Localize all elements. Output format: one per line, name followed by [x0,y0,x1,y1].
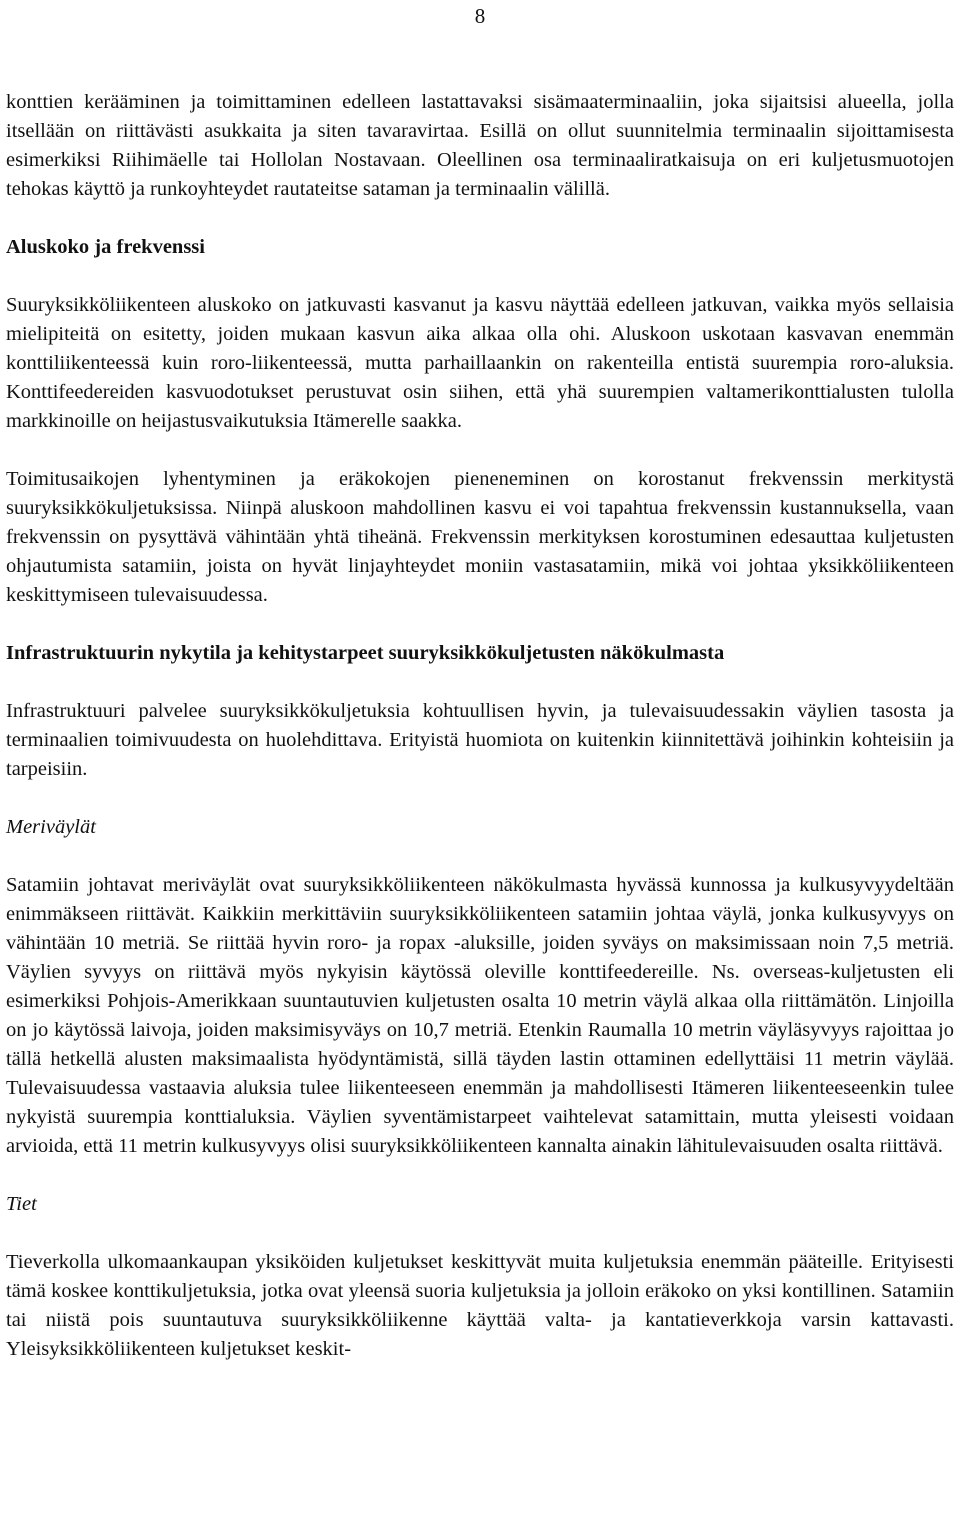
subsection-heading: Meriväylät [6,816,96,838]
body-paragraph: Toimitusaikojen lyhentyminen ja eräkokojen pieneneminen on korostanut frekvenssin merkitystä suuryksikkökuljetuksissa. Niinpä aluskoon mahdollinen kasvu ei voi tapahtua frekvenssin kustannuksella, vaan frekvenssin on pysyttävä vähintään yhtä tiheänä. Frekvenssin merkityksen korostuminen edesauttaa kuljetusten ohjautumista satamiin, joista on hyvät linjayhteydet moniin vastasatamiin, mikä voi johtaa yksikköliikenteen keskittymiseen tulevaisuudessa. [6,468,954,606]
body-paragraph: Satamiin johtavat meriväylät ovat suuryksikköliikenteen näkökulmasta hyvässä kunnossa ja kulkusyvyydeltään enimmäkseen riittävät. Kaikkiin merkittäviin suuryksikköliikenteen satamiin johtaa väylä, jonka kulkusyvyys on vähintään 10 metriä. Se riittää hyvin roro- ja ropax -aluksille, joiden syväys on maksimissaan noin 7,5 metriä. Väylien syvyys on riittävä myös nykyisin käytössä oleville konttifeedereille. Ns. overseas-kuljetusten eli esimerkiksi Pohjois-Amerikkaan suuntautuvien kuljetusten osalta 10 metrin väylä alkaa olla riittämätön. Linjoilla on jo käytössä laivoja, joiden maksimisyväys on 10,7 metriä. Etenkin Raumalla 10 metrin väyläsyvyys rajoittaa jo tällä hetkellä alusten maksimaalista hyödyntämistä, sillä täyden lastin ottaminen edellyttäisi 11 metrin väylää. Tulevaisuudessa vastaavia aluksia tulee liikenteeseen enemmän ja mahdollisesti Itämeren liikenteeseenkin tulee nykyistä suurempia konttialuksia. Väylien syventämistarpeet vaihtelevat satamittain, mutta yleisesti voidaan arvioida, että 11 metrin kulkusyvyys olisi suuryksikköliikenteen kannalta ainakin lähitulevaisuuden osalta riittävä. [6,874,954,1157]
body-paragraph: Infrastruktuuri palvelee suuryksikkökuljetuksia kohtuullisen hyvin, ja tulevaisuudessakin väylien tasosta ja terminaalien toimivuudesta on huolehdittava. Erityistä huomiota on kuitenkin kiinnitettävä joihinkin kohteisiin ja tarpeisiin. [6,700,954,780]
section-heading: Infrastruktuurin nykytila ja kehitystarpeet suuryksikkökuljetusten näkökulmasta [6,642,725,664]
page-number: 8 [474,4,486,28]
body-paragraph: Tieverkolla ulkomaankaupan yksiköiden kuljetukset keskittyvät muita kuljetuksia enemmän pääteille. Erityisesti tämä koskee konttikuljetuksia, jotka ovat yleensä suoria kuljetuksia ja jolloin eräkoko on yksi kontillinen. Satamiin tai niistä pois suuntautuva suuryksikköliikenne käyttää valta- ja kantatieverkkoja varsin kattavasti. Yleisyksikköliikenteen kuljetukset keskit- [6,1251,954,1360]
body-paragraph: Suuryksikköliikenteen aluskoko on jatkuvasti kasvanut ja kasvu näyttää edelleen jatkuvan, vaikka myös sellaisia mielipiteitä on esitetty, joiden mukaan kasvun aika alkaa olla ohi. Aluskoon uskotaan kasvavan enemmän konttiliikenteessä kuin roro-liikenteessä, mutta parhaillaankin on rakenteilla entistä suurempia roro-aluksia. Konttifeedereiden kasvuodotukset perustuvat osin siihen, että yhä suurempien valtamerikonttialusten tulolla markkinoille on heijastusvaikutuksia Itämerelle saakka. [6,294,954,432]
subsection-heading: Tiet [6,1193,37,1215]
document-body [6,88,954,1364]
section-heading: Aluskoko ja frekvenssi [6,236,205,258]
body-paragraph: konttien kerääminen ja toimittaminen edelleen lastattavaksi sisämaaterminaaliin, joka sijaitsisi alueella, jolla itsellään on riittävästi asukkaita ja siten tavaravirtaa. Esillä on ollut suunnitelmia terminaalin sijoittamisesta esimerkiksi Riihimäelle tai Hollolan Nostavaan. Oleellinen osa terminaaliratkaisuja on eri kuljetusmuotojen tehokas käyttö ja runkoyhteydet rautateitse sataman ja terminaalin välillä. [6,91,954,200]
